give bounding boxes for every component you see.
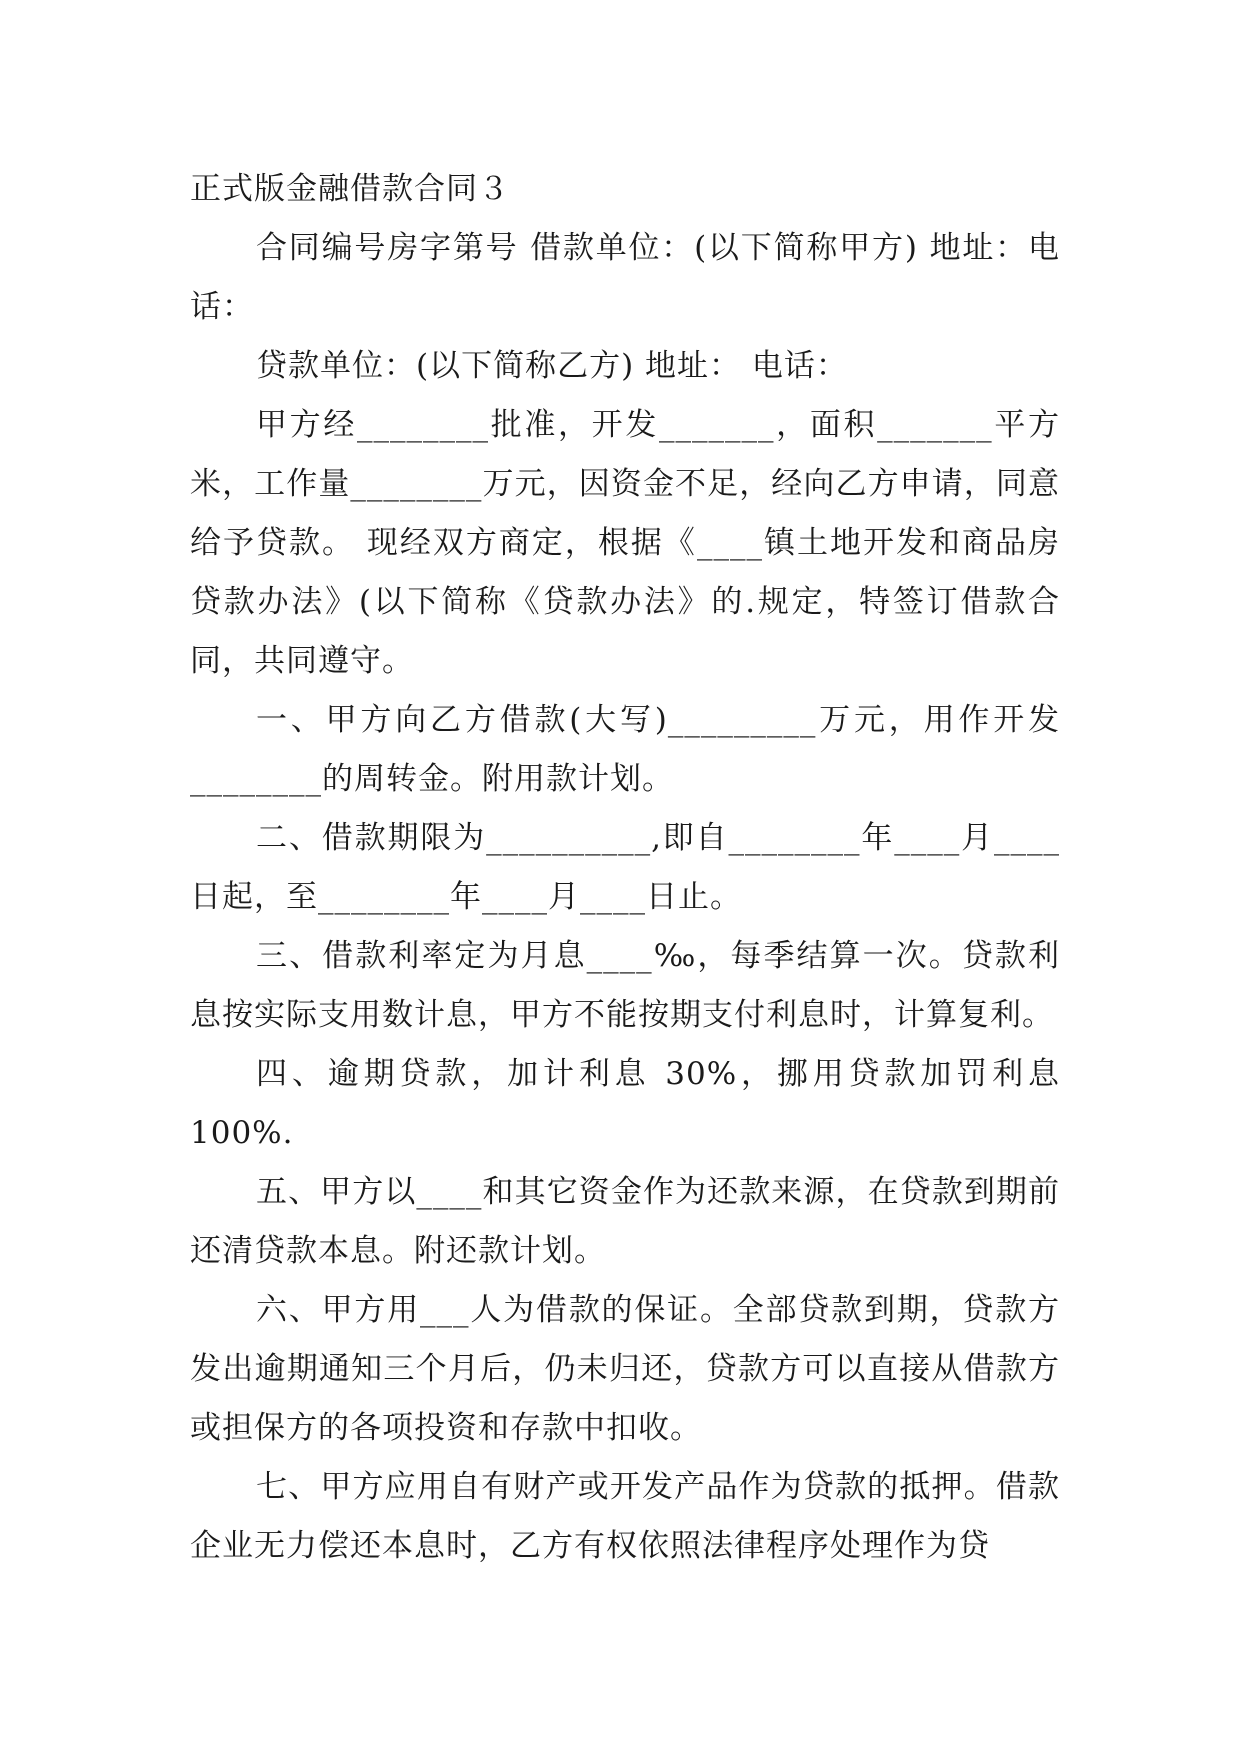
paragraph-clause-2: 二、借款期限为__________,即自________年____月____日起，至________年____月____日止。 — [190, 820, 1060, 915]
paragraph-clause-6: 六、甲方用___人为借款的保证。全部贷款到期，贷款方发出逾期通知三个月后，仍未归还，贷款方可以直接从借款方或担保方的各项投资和存款中扣收。 — [190, 1292, 1060, 1446]
document-body — [190, 160, 1060, 1576]
paragraph-preamble: 甲方经________批准，开发_______，面积_______平方米，工作量________万元，因资金不足，经向乙方申请，同意给予贷款。 现经双方商定，根据《____镇土地开发和商品房贷款办法》(以下简称《贷款办法》的.规定，特签订借款合同，共同遵守。 — [190, 407, 1060, 679]
paragraph-clause-7: 七、甲方应用自有财产或开发产品作为贷款的抵押。借款企业无力偿还本息时，乙方有权依照法律程序处理作为贷 — [190, 1469, 1060, 1564]
paragraph-lender-info: 贷款单位：(以下简称乙方) 地址： 电话： — [256, 348, 848, 384]
paragraph-clause-5: 五、甲方以____和其它资金作为还款来源，在贷款到期前还清贷款本息。附还款计划。 — [190, 1174, 1060, 1269]
paragraph-clause-4: 四、逾期贷款，加计利息 30%，挪用贷款加罚利息100%. — [190, 1056, 1060, 1151]
document-title: 正式版金融借款合同３ — [190, 171, 510, 207]
paragraph-contract-header: 合同编号房字第号 借款单位：(以下简称甲方) 地址：电话： — [190, 230, 1060, 325]
paragraph-clause-3: 三、借款利率定为月息____‰，每季结算一次。贷款利息按实际支用数计息，甲方不能按期支付利息时，计算复利。 — [190, 938, 1060, 1033]
paragraph-clause-1: 一、甲方向乙方借款(大写)_________万元，用作开发________的周转金。附用款计划。 — [190, 702, 1060, 797]
